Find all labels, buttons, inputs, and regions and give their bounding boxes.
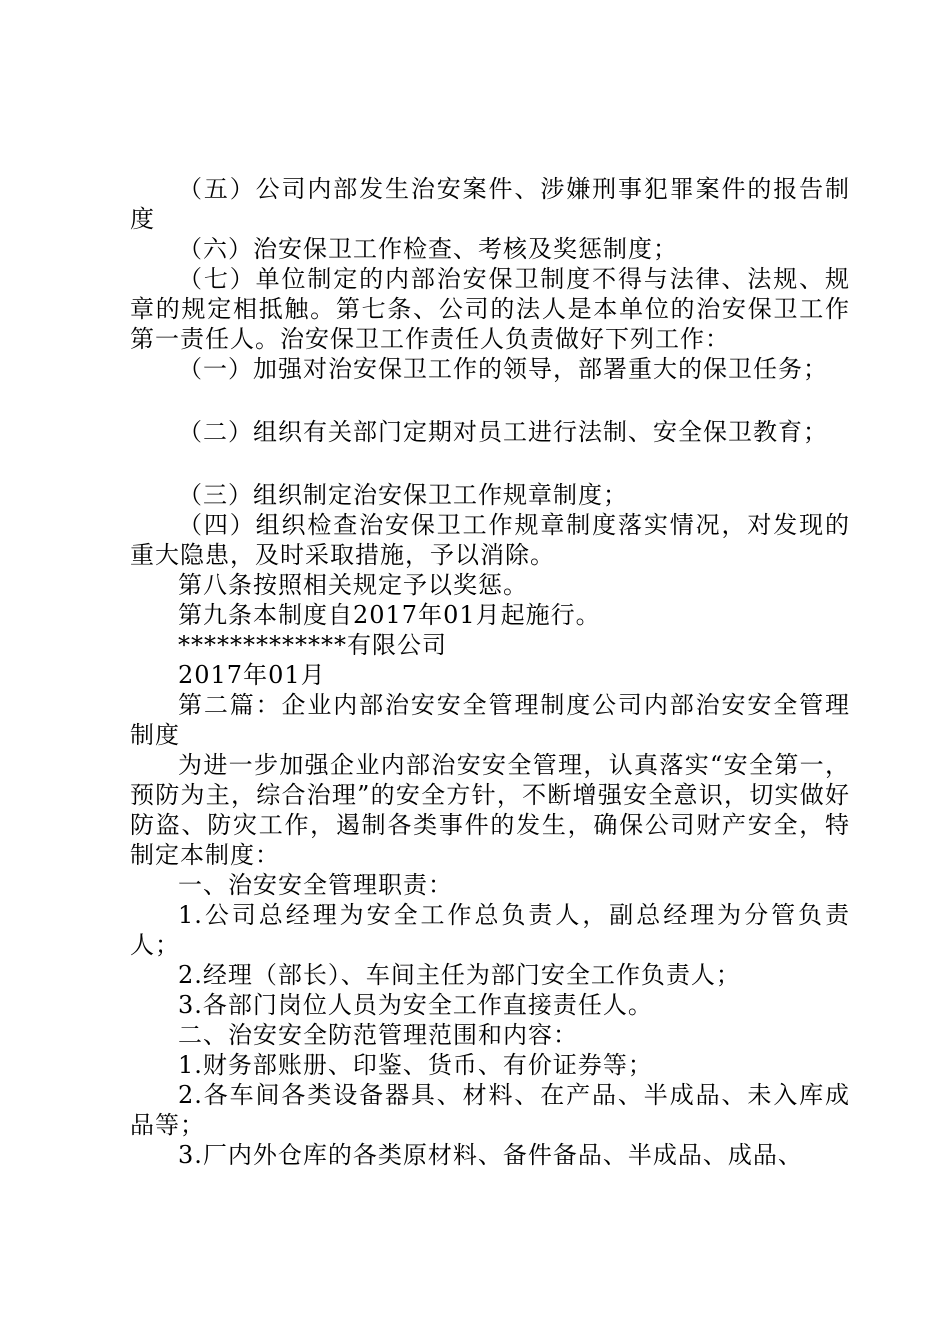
duty-item-1: 1.公司总经理为安全工作总负责人，副总经理为分管负责人； bbox=[130, 901, 850, 959]
paragraph-duty-4: （四）组织检查治安保卫工作规章制度落实情况，对发现的重大隐患，及时采取措施，予以消除。 bbox=[130, 511, 850, 569]
blank-line bbox=[130, 384, 850, 417]
document-date: 2017年01月 bbox=[178, 661, 326, 689]
paragraph-5-report: （五）公司内部发生治安案件、涉嫌刑事犯罪案件的报告制度 bbox=[130, 175, 850, 233]
paragraph-6-inspection: （六）治安保卫工作检查、考核及奖惩制度； bbox=[178, 235, 678, 263]
scope-item-3: 3.厂内外仓库的各类原材料、备件备品、半成品、成品、 bbox=[178, 1141, 803, 1169]
scope-item-2: 2.各车间各类设备器具、材料、在产品、半成品、未入库成品等； bbox=[130, 1081, 850, 1139]
paragraph-7-rules: （七）单位制定的内部治安保卫制度不得与法律、法规、规章的规定相抵触。第七条、公司的法人是本单位的治安保卫工作第一责任人。治安保卫工作责任人负责做好下列工作： bbox=[130, 265, 850, 353]
scope-item-1: 1.财务部账册、印鉴、货币、有价证券等； bbox=[178, 1051, 653, 1079]
document-body bbox=[130, 174, 850, 1170]
section-two-title: 第二篇：企业内部治安安全管理制度公司内部治安安全管理制度 bbox=[130, 691, 850, 749]
paragraph-article-8: 第八条按照相关规定予以奖惩。 bbox=[178, 571, 528, 599]
paragraph-article-9: 第九条本制度自2017年01月起施行。 bbox=[178, 601, 601, 629]
blank-line bbox=[130, 447, 850, 480]
duty-item-3: 3.各部门岗位人员为安全工作直接责任人。 bbox=[178, 991, 653, 1019]
heading-scope: 二、治安安全防范管理范围和内容： bbox=[178, 1021, 578, 1049]
company-name: *************有限公司 bbox=[178, 631, 447, 659]
paragraph-duty-3: （三）组织制定治安保卫工作规章制度； bbox=[178, 481, 628, 509]
paragraph-duty-2: （二）组织有关部门定期对员工进行法制、安全保卫教育； bbox=[178, 418, 828, 446]
paragraph-duty-1: （一）加强对治安保卫工作的领导，部署重大的保卫任务； bbox=[178, 355, 828, 383]
heading-duties: 一、治安安全管理职责： bbox=[178, 871, 453, 899]
duty-item-2: 2.经理（部长）、车间主任为部门安全工作负责人； bbox=[178, 961, 741, 989]
section-two-intro: 为进一步加强企业内部治安安全管理，认真落实“安全第一，预防为主，综合治理”的安全方针，不断增强安全意识，切实做好防盗、防灾工作，遏制各类事件的发生，确保公司财产安全，特制定本制度： bbox=[130, 751, 850, 869]
